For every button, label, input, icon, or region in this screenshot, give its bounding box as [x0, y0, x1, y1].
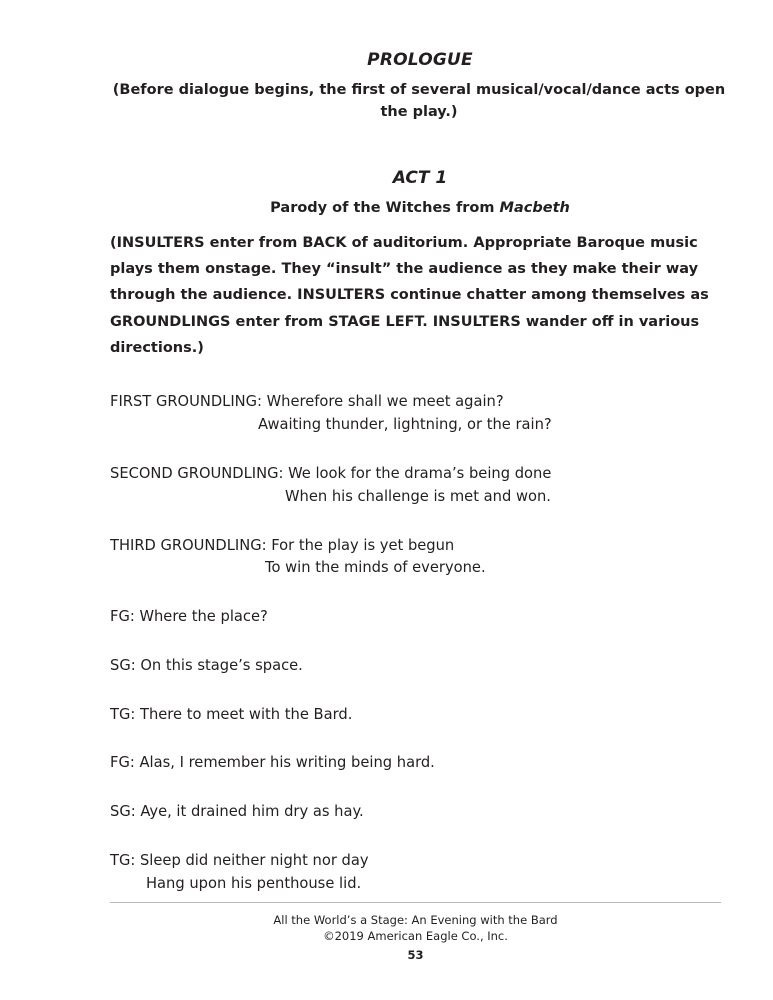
prologue-stage-direction: (Before dialogue begins, the first of several musical/vocal/dance acts open the play.)	[112, 82, 726, 120]
footer-divider	[110, 902, 721, 903]
dialogue-line: When his challenge is met and won.	[285, 487, 551, 505]
dialogue-line: THIRD GROUNDLING: For the play is yet begun	[110, 536, 455, 554]
footer-title: All the World’s a Stage: An Evening with the Bard	[273, 912, 558, 927]
prologue-title: PROLOGUE	[367, 50, 473, 70]
dialogue-list	[110, 391, 730, 895]
act-subtitle-play-title: Macbeth	[499, 199, 570, 216]
speech-block	[110, 606, 730, 629]
dialogue-line: SG: On this stage’s space.	[110, 656, 303, 674]
page-number: 53	[407, 948, 424, 962]
speech-block	[110, 655, 730, 678]
dialogue-line: TG: Sleep did neither night nor day	[110, 851, 369, 869]
dialogue-line: To win the minds of everyone.	[265, 559, 486, 577]
page-footer	[110, 902, 721, 962]
dialogue-line: FG: Where the place?	[110, 608, 268, 626]
page-content	[110, 50, 730, 896]
dialogue-line: TG: There to meet with the Bard.	[110, 705, 353, 723]
speech-block	[110, 850, 730, 896]
dialogue-line: Hang upon his penthouse lid.	[146, 874, 362, 892]
act-subtitle	[110, 200, 730, 216]
act-title: ACT 1	[392, 167, 448, 188]
speech-block	[110, 704, 730, 727]
dialogue-line: FG: Alas, I remember his writing being hard.	[110, 754, 435, 772]
dialogue-line: SECOND GROUNDLING: We look for the drama’s being done	[110, 464, 552, 482]
speech-block	[110, 752, 730, 775]
act-stage-direction: (INSULTERS enter from BACK of auditorium. Appropriate Baroque music plays them onstage. They “insult” the audience as they make their way through the audience. INSULTERS continue chatter among themselves as GROUNDLINGS enter from STAGE LEFT. INSULTERS wander off in various directions.)	[110, 234, 709, 356]
speech-block	[110, 801, 730, 824]
dialogue-line: FIRST GROUNDLING: Wherefore shall we meet again?	[110, 393, 504, 411]
dialogue-line: Awaiting thunder, lightning, or the rain?	[258, 416, 552, 434]
act-subtitle-prefix: Parody of the Witches from	[270, 199, 500, 216]
speech-block	[110, 391, 730, 437]
speech-block	[110, 535, 730, 581]
footer-copyright: ©2019 American Eagle Co., Inc.	[323, 929, 508, 944]
speech-block	[110, 463, 730, 509]
dialogue-line: SG: Aye, it drained him dry as hay.	[110, 803, 364, 821]
